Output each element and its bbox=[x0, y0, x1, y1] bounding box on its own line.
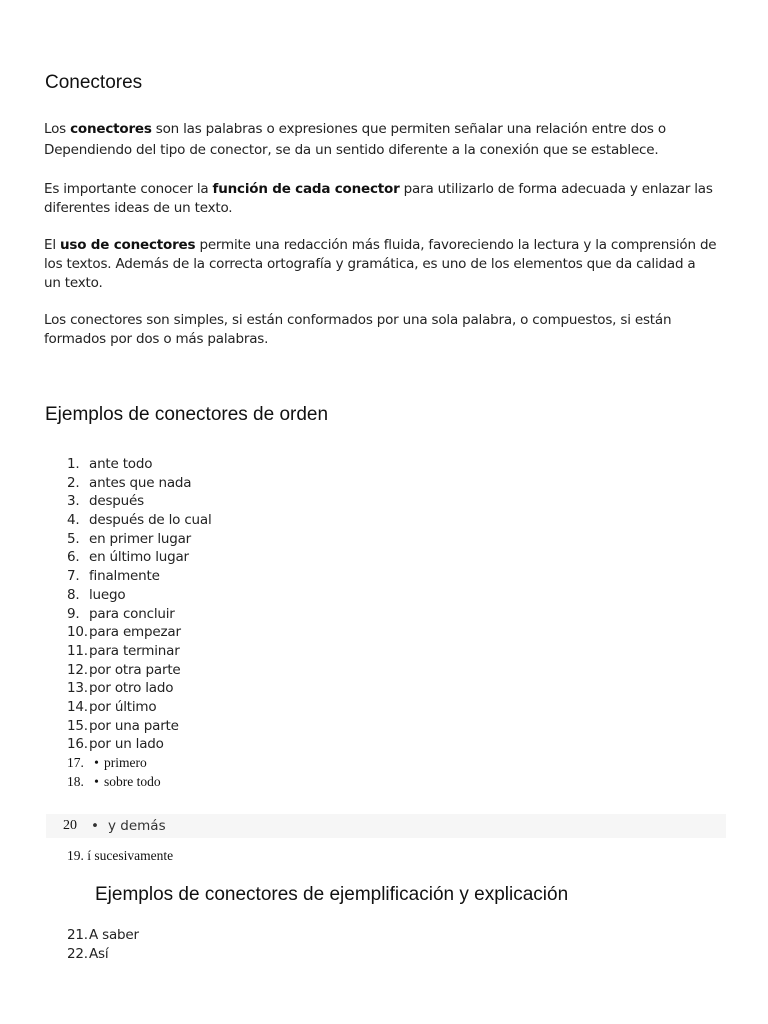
item-number: 14. bbox=[67, 698, 88, 715]
bold-term: conectores bbox=[70, 121, 152, 137]
item-text: primero bbox=[104, 755, 147, 770]
item-text: y demás bbox=[108, 818, 166, 834]
item-number: 9. bbox=[67, 605, 80, 622]
paragraph-line: formados por dos o más palabras. bbox=[44, 331, 269, 347]
list-item bbox=[67, 492, 212, 511]
item-number: 7. bbox=[67, 568, 80, 585]
paragraph-types bbox=[44, 311, 734, 349]
text-run: Los bbox=[44, 121, 71, 137]
list-item bbox=[67, 623, 212, 642]
item-text: después bbox=[89, 493, 144, 510]
paragraph-line: Dependiendo del tipo de conector, se da un sentido diferente a la conexión que se establece. bbox=[44, 142, 659, 158]
item-text: luego bbox=[89, 586, 126, 603]
item-number: 3. bbox=[67, 493, 80, 510]
list-item bbox=[67, 661, 212, 680]
item-number: 6. bbox=[67, 549, 80, 566]
item-text: para empezar bbox=[89, 624, 181, 641]
item-text: ante todo bbox=[89, 456, 153, 472]
paragraph-line bbox=[44, 236, 734, 255]
paragraph-usage bbox=[44, 236, 734, 293]
paragraph-importance bbox=[44, 180, 734, 218]
item-text: para concluir bbox=[89, 605, 175, 622]
paragraph-line: Los conectores son simples, si están conformados por una sola palabra, o compuestos, si están bbox=[44, 312, 672, 328]
item-number: 20 bbox=[63, 818, 77, 833]
list-item bbox=[67, 717, 212, 736]
orden-list bbox=[67, 455, 212, 791]
list-item bbox=[67, 605, 212, 624]
item-number: 15. bbox=[67, 717, 88, 734]
item-text: por otro lado bbox=[89, 680, 174, 697]
list-item bbox=[67, 945, 139, 964]
item-text: en primer lugar bbox=[89, 530, 192, 547]
list-item-19: 19. í sucesivamente bbox=[67, 848, 174, 863]
list-item bbox=[67, 455, 212, 474]
item-text: por un lado bbox=[89, 736, 164, 753]
item-text: sobre todo bbox=[104, 773, 161, 789]
list-item bbox=[67, 548, 212, 567]
item-number: 16. bbox=[67, 736, 88, 753]
list-item bbox=[67, 754, 212, 773]
item-number: 4. bbox=[67, 512, 80, 529]
paragraph-line bbox=[44, 180, 734, 199]
item-text: Así bbox=[89, 946, 109, 962]
paragraph-line: un texto. bbox=[44, 275, 103, 291]
bold-term: uso de conectores bbox=[59, 237, 196, 253]
heading-ejemplificacion: Ejemplos de conectores de ejemplificación y explicación bbox=[95, 884, 569, 905]
text-run: permite una redacción más fluida, favoreciendo la lectura y la comprensión de bbox=[195, 237, 717, 253]
bold-term: función de cada conector bbox=[212, 181, 400, 197]
list-item bbox=[67, 926, 139, 945]
text-run: son las palabras o expresiones que permiten señalar una relación entre dos o bbox=[151, 121, 666, 137]
item-number: 11. bbox=[67, 642, 88, 659]
ejemplificacion-list bbox=[67, 926, 139, 964]
list-item bbox=[67, 698, 212, 717]
heading-orden: Ejemplos de conectores de orden bbox=[45, 404, 329, 425]
text-run: para utilizarlo de forma adecuada y enlazar las bbox=[399, 181, 713, 197]
item-text: por una parte bbox=[89, 717, 179, 734]
item-number: 13. bbox=[67, 680, 88, 697]
list-item bbox=[67, 679, 212, 698]
text-run: El bbox=[44, 237, 60, 253]
list-item bbox=[67, 474, 212, 493]
item-number: 8. bbox=[67, 586, 80, 603]
highlighted-list-item bbox=[46, 814, 726, 838]
item-text: por último bbox=[89, 698, 157, 715]
item-number: 17. bbox=[67, 755, 84, 770]
item-number: 18. bbox=[67, 773, 84, 789]
list-item bbox=[67, 586, 212, 605]
item-number: 2. bbox=[67, 474, 80, 491]
list-item bbox=[67, 567, 212, 586]
item-text: en último lugar bbox=[89, 549, 189, 566]
paragraph-line: los textos. Además de la correcta ortografía y gramática, es uno de los elementos que da calidad a bbox=[44, 256, 696, 272]
bullet-icon: • bbox=[94, 773, 99, 789]
bullet-icon: • bbox=[91, 818, 99, 834]
item-number: 1. bbox=[67, 456, 80, 472]
list-item bbox=[67, 735, 212, 754]
item-text: para terminar bbox=[89, 642, 180, 659]
item-text: antes que nada bbox=[89, 474, 192, 491]
paragraph-line: diferentes ideas de un texto. bbox=[44, 200, 233, 216]
item-text: por otra parte bbox=[89, 661, 181, 678]
paragraph-intro bbox=[44, 120, 734, 160]
paragraph-line bbox=[44, 120, 734, 139]
bullet-icon: • bbox=[94, 755, 99, 770]
item-text: A saber bbox=[89, 927, 139, 943]
item-number: 5. bbox=[67, 530, 80, 547]
item-number: 21. bbox=[67, 927, 88, 943]
item-text: finalmente bbox=[89, 568, 160, 585]
text-run: Es importante conocer la bbox=[44, 181, 213, 197]
item-text: después de lo cual bbox=[89, 512, 212, 529]
list-item bbox=[67, 642, 212, 661]
list-item bbox=[67, 773, 212, 792]
item-number: 12. bbox=[67, 661, 88, 678]
heading-conectores: Conectores bbox=[45, 72, 143, 93]
item-number: 10. bbox=[67, 624, 88, 641]
list-item bbox=[67, 530, 212, 549]
list-item bbox=[67, 511, 212, 530]
item-number: 22. bbox=[67, 946, 88, 962]
